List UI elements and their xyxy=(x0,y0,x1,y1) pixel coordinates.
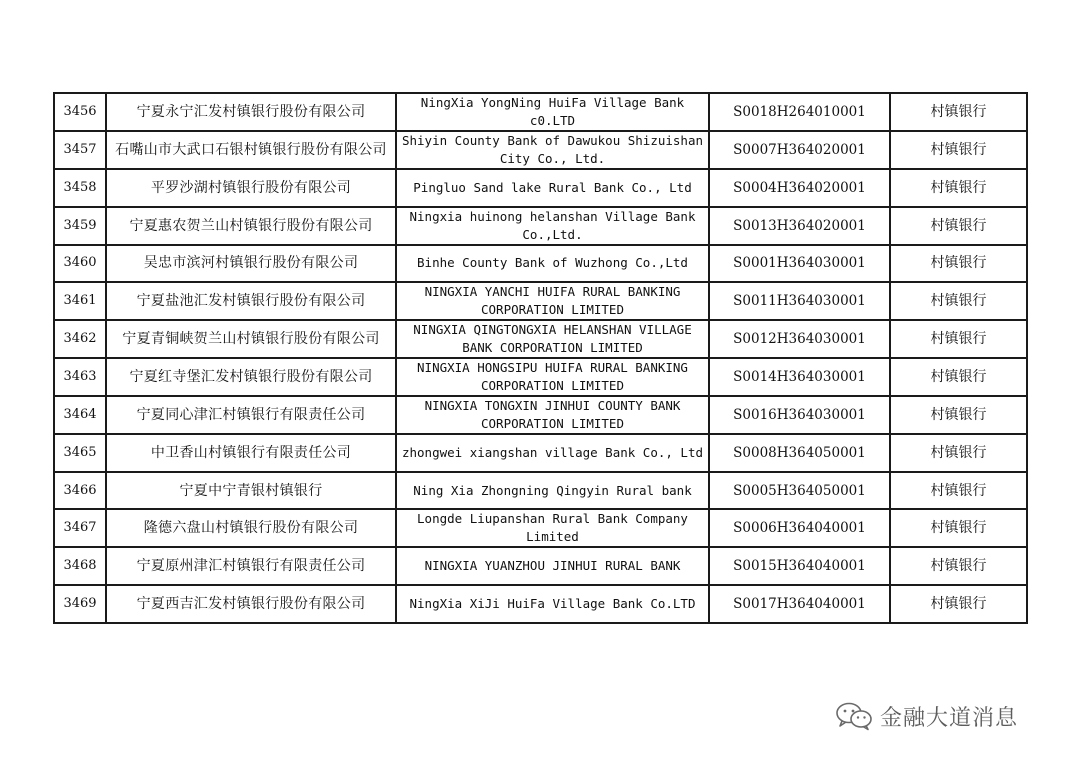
bank-name-cn-cell: 宁夏西吉汇发村镇银行股份有限公司 xyxy=(106,585,396,623)
bank-name-cn-cell: 宁夏同心津汇村镇银行有限责任公司 xyxy=(106,396,396,434)
institution-type-cell: 村镇银行 xyxy=(890,472,1027,510)
row-number-cell: 3463 xyxy=(54,358,106,396)
wechat-icon xyxy=(834,701,874,731)
bank-name-cn-cell: 隆德六盘山村镇银行股份有限公司 xyxy=(106,509,396,547)
bank-name-en-cell: Pingluo Sand lake Rural Bank Co., Ltd xyxy=(396,169,709,207)
table-row xyxy=(54,282,1027,320)
row-number-cell: 3464 xyxy=(54,396,106,434)
bank-name-cn-cell: 宁夏盐池汇发村镇银行股份有限公司 xyxy=(106,282,396,320)
row-number-cell: 3467 xyxy=(54,509,106,547)
institution-type-cell: 村镇银行 xyxy=(890,282,1027,320)
bank-name-cn-cell: 中卫香山村镇银行有限责任公司 xyxy=(106,434,396,472)
table-row xyxy=(54,93,1027,131)
table-row xyxy=(54,358,1027,396)
bank-name-cn-cell: 吴忠市滨河村镇银行股份有限公司 xyxy=(106,245,396,283)
table-row xyxy=(54,396,1027,434)
institution-code-cell: S0007H364020001 xyxy=(709,131,890,169)
table-body xyxy=(54,93,1027,623)
institution-type-cell: 村镇银行 xyxy=(890,358,1027,396)
bank-name-cn-cell: 石嘴山市大武口石银村镇银行股份有限公司 xyxy=(106,131,396,169)
bank-name-en-cell: Shiyin County Bank of Dawukou Shizuishan City Co., Ltd. xyxy=(396,131,709,169)
institution-code-cell: S0013H364020001 xyxy=(709,207,890,245)
institution-code-cell: S0017H364040001 xyxy=(709,585,890,623)
bank-name-en-cell: zhongwei xiangshan village Bank Co., Ltd xyxy=(396,434,709,472)
row-number-cell: 3461 xyxy=(54,282,106,320)
bank-name-en-cell: NINGXIA TONGXIN JINHUI COUNTY BANK CORPORATION LIMITED xyxy=(396,396,709,434)
institution-type-cell: 村镇银行 xyxy=(890,585,1027,623)
table-row xyxy=(54,434,1027,472)
row-number-cell: 3458 xyxy=(54,169,106,207)
bank-list-table xyxy=(53,92,1028,624)
institution-code-cell: S0015H364040001 xyxy=(709,547,890,585)
institution-code-cell: S0014H364030001 xyxy=(709,358,890,396)
bank-name-cn-cell: 宁夏原州津汇村镇银行有限责任公司 xyxy=(106,547,396,585)
institution-code-cell: S0004H364020001 xyxy=(709,169,890,207)
bank-name-en-cell: Ning Xia Zhongning Qingyin Rural bank xyxy=(396,472,709,510)
institution-type-cell: 村镇银行 xyxy=(890,320,1027,358)
table-row xyxy=(54,547,1027,585)
institution-type-cell: 村镇银行 xyxy=(890,169,1027,207)
institution-code-cell: S0005H364050001 xyxy=(709,472,890,510)
bank-name-en-cell: NINGXIA YUANZHOU JINHUI RURAL BANK xyxy=(396,547,709,585)
row-number-cell: 3465 xyxy=(54,434,106,472)
watermark-text: 金融大道消息 xyxy=(880,705,1019,731)
institution-code-cell: S0001H364030001 xyxy=(709,245,890,283)
row-number-cell: 3460 xyxy=(54,245,106,283)
bank-name-en-cell: Ningxia huinong helanshan Village Bank Co.,Ltd. xyxy=(396,207,709,245)
institution-type-cell: 村镇银行 xyxy=(890,245,1027,283)
row-number-cell: 3468 xyxy=(54,547,106,585)
institution-type-cell: 村镇银行 xyxy=(890,207,1027,245)
bank-name-cn-cell: 宁夏红寺堡汇发村镇银行股份有限公司 xyxy=(106,358,396,396)
row-number-cell: 3459 xyxy=(54,207,106,245)
bank-name-en-cell: NINGXIA YANCHI HUIFA RURAL BANKING CORPORATION LIMITED xyxy=(396,282,709,320)
table-row xyxy=(54,207,1027,245)
bank-name-cn-cell: 宁夏永宁汇发村镇银行股份有限公司 xyxy=(106,93,396,131)
bank-name-en-cell: Longde Liupanshan Rural Bank Company Limited xyxy=(396,509,709,547)
watermark xyxy=(834,700,1018,732)
table-row xyxy=(54,472,1027,510)
table-row xyxy=(54,245,1027,283)
institution-code-cell: S0008H364050001 xyxy=(709,434,890,472)
row-number-cell: 3466 xyxy=(54,472,106,510)
bank-name-cn-cell: 宁夏青铜峡贺兰山村镇银行股份有限公司 xyxy=(106,320,396,358)
row-number-cell: 3462 xyxy=(54,320,106,358)
institution-type-cell: 村镇银行 xyxy=(890,93,1027,131)
bank-name-en-cell: NingXia XiJi HuiFa Village Bank Co.LTD xyxy=(396,585,709,623)
institution-type-cell: 村镇银行 xyxy=(890,396,1027,434)
table-row xyxy=(54,509,1027,547)
institution-code-cell: S0016H364030001 xyxy=(709,396,890,434)
institution-code-cell: S0018H264010001 xyxy=(709,93,890,131)
bank-name-cn-cell: 平罗沙湖村镇银行股份有限公司 xyxy=(106,169,396,207)
table-row xyxy=(54,131,1027,169)
bank-name-en-cell: NingXia YongNing HuiFa Village Bank c0.LTD xyxy=(396,93,709,131)
institution-type-cell: 村镇银行 xyxy=(890,509,1027,547)
institution-type-cell: 村镇银行 xyxy=(890,434,1027,472)
row-number-cell: 3469 xyxy=(54,585,106,623)
row-number-cell: 3457 xyxy=(54,131,106,169)
bank-name-cn-cell: 宁夏惠农贺兰山村镇银行股份有限公司 xyxy=(106,207,396,245)
table-row xyxy=(54,169,1027,207)
institution-code-cell: S0006H364040001 xyxy=(709,509,890,547)
bank-name-en-cell: NINGXIA HONGSIPU HUIFA RURAL BANKING CORPORATION LIMITED xyxy=(396,358,709,396)
institution-type-cell: 村镇银行 xyxy=(890,547,1027,585)
institution-code-cell: S0012H364030001 xyxy=(709,320,890,358)
bank-name-en-cell: Binhe County Bank of Wuzhong Co.,Ltd xyxy=(396,245,709,283)
row-number-cell: 3456 xyxy=(54,93,106,131)
table-row xyxy=(54,320,1027,358)
institution-type-cell: 村镇银行 xyxy=(890,131,1027,169)
institution-code-cell: S0011H364030001 xyxy=(709,282,890,320)
bank-name-cn-cell: 宁夏中宁青银村镇银行 xyxy=(106,472,396,510)
table-row xyxy=(54,585,1027,623)
bank-name-en-cell: NINGXIA QINGTONGXIA HELANSHAN VILLAGE BANK CORPORATION LIMITED xyxy=(396,320,709,358)
